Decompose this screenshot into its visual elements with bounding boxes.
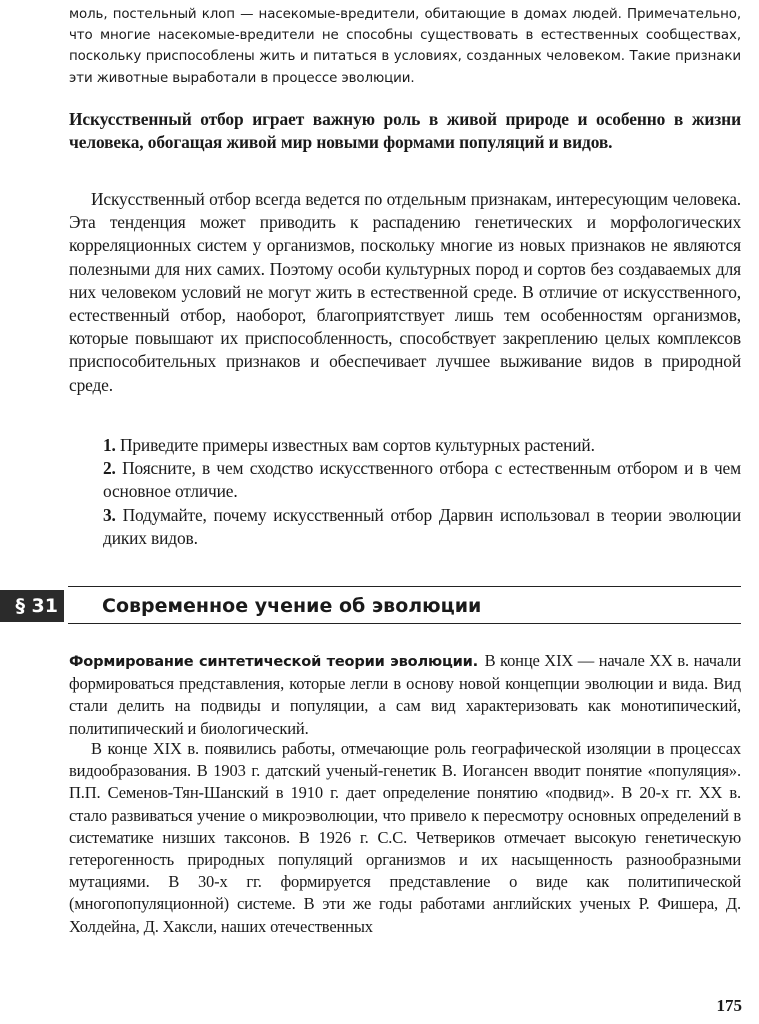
section-number-badge: § 31 bbox=[0, 590, 64, 622]
paragraph-body: В конце XIX — начале XX в. начали формироваться представления, которые легли в основу новой концепции эволюции и вида. Вид стали делить на подвиды и популяции, а сам вид характеризовать как монотипический, политипический и биологический. bbox=[69, 651, 742, 738]
question-item bbox=[103, 504, 741, 550]
artificial-selection-paragraph: Искусственный отбор всегда ведется по отдельным признакам, интересующим человека. Эта тенденция может приводить к распадению генетических и морфологических корреляционных систем у организмов, поскольку многие из новых признаков не являются полезными для них самих. Поэтому особи культурных пород и сортов без создаваемых для них человеком условий не могут жить в естественной среде. В отличие от искусственного, естественный отбор, наоборот, благоприятствует лишь тем особенностям организмов, которые повышают их приспособленность, способствует закреплению целых комплексов приспособительных признаков и обеспечивает лучшее выживание видов в природной среде. bbox=[69, 189, 741, 395]
section-rule-bottom bbox=[68, 623, 741, 624]
question-item bbox=[103, 457, 741, 503]
question-text: Подумайте, почему искусственный отбор Дарвин использовал в теории эволюции диких видов. bbox=[103, 504, 741, 548]
review-questions bbox=[103, 434, 741, 550]
question-text: Поясните, в чем сходство искусственного отбора с естественным отбором и в чем основное отличие. bbox=[103, 458, 741, 502]
synthetic-theory-paragraph bbox=[69, 650, 741, 740]
page-number: 175 bbox=[716, 996, 742, 1015]
intro-paragraph: моль, постельный клоп — насекомые-вредители, обитающие в домах людей. Примечательно, что многие насекомые-вредители не способны существовать в естественных сообществах, поскольку приспособлены жить и питаться в условиях, созданных человеком. Такие признаки эти животные выработали в процессе эволюции. bbox=[69, 7, 741, 86]
section-title: Современное учение об эволюции bbox=[102, 595, 482, 617]
question-text: Приведите примеры известных вам сортов культурных растений. bbox=[119, 435, 595, 455]
question-number: 1. bbox=[103, 435, 116, 455]
question-item bbox=[103, 434, 741, 457]
section-rule-top bbox=[68, 586, 741, 587]
key-statement: Искусственный отбор играет важную роль в живой природе и особенно в жизни человека, обогащая живой мир новыми формами популяций и видов. bbox=[69, 109, 741, 153]
history-paragraph: В конце XIX в. появились работы, отмечающие роль географической изоляции в процессах видообразования. В 1903 г. датский ученый-генетик В. Иогансен вводит понятие «популяция». П.П. Семенов-Тян-Шанский в 1910 г. дает определение понятию «подвид». В 20-х гг. XX в. стало развиваться учение о микроэволюции, что привело к пересмотру основных определений в систематике низших таксонов. В 1926 г. С.С. Четвериков отмечает высокую генетическую гетерогенность природных популяций организмов и их насыщенность разнообразными мутациями. В 30-х гг. формируется представление о виде как политипической (многопопуляционной) системе. В эти же годы работами английских ученых Р. Фишера, Д. Холдейна, Д. Хаксли, наших отечественных bbox=[69, 739, 741, 936]
question-number: 3. bbox=[103, 504, 116, 525]
question-number: 2. bbox=[103, 458, 116, 479]
paragraph-lead-heading: Формирование синтетической теории эволюции. bbox=[69, 653, 478, 670]
